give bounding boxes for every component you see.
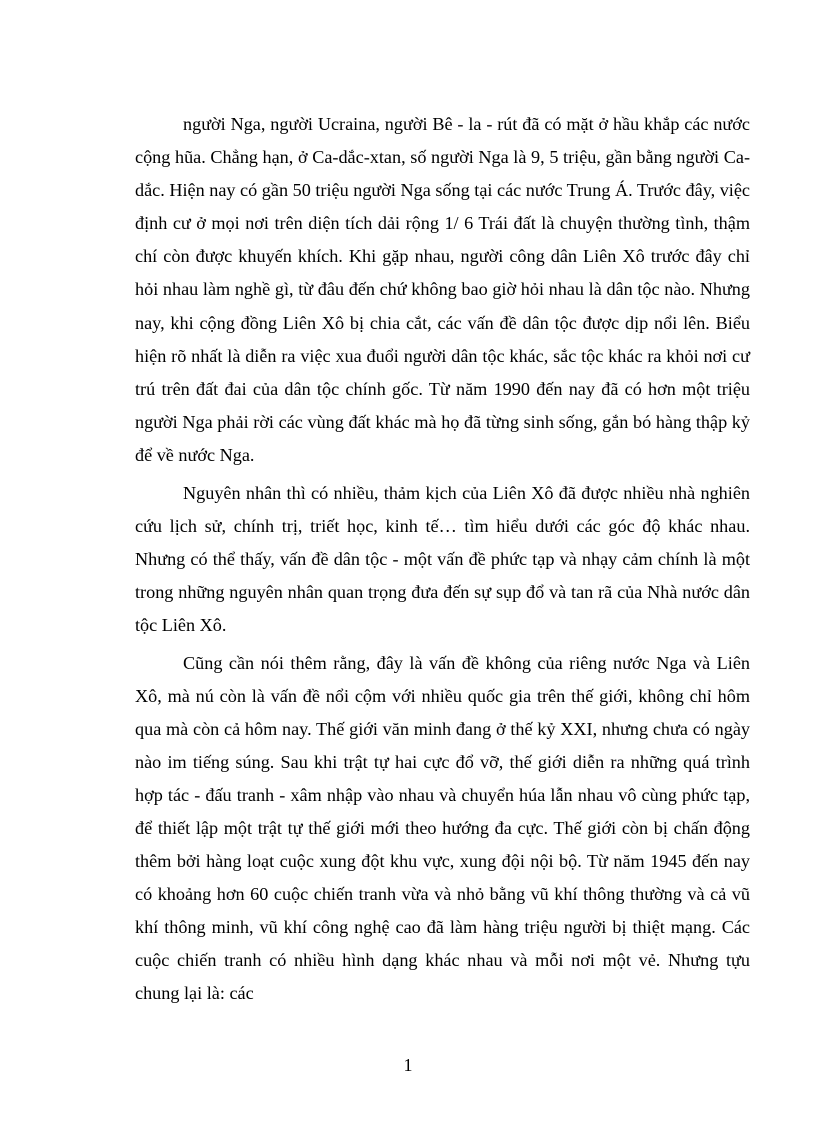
page-body <box>135 108 750 1015</box>
paragraph-1: người Nga, người Ucraina, người Bê - la - rút đã có mặt ở hầu khắp các nước cộng hũa. Chẳng hạn, ở Ca-dắc-xtan, số người Nga là 9, 5 triệu, gần bằng người Ca-dắc. Hiện nay có gần 50 triệu người Nga sống tại các nước Trung Á. Trước đây, việc định cư ở mọi nơi trên diện tích dải rộng 1/ 6 Trái đất là chuyện thường tình, thậm chí còn được khuyến khích. Khi gặp nhau, người công dân Liên Xô trước đây chỉ hỏi nhau làm nghề gì, từ đâu đến chứ không bao giờ hỏi nhau là dân tộc nào. Nhưng nay, khi cộng đồng Liên Xô bị chia cắt, các vấn đề dân tộc được dịp nổi lên. Biểu hiện rõ nhất là diễn ra việc xua đuổi người dân tộc khác, sắc tộc khác ra khỏi nơi cư trú trên đất đai của dân tộc chính gốc. Từ năm 1990 đến nay đã có hơn một triệu người Nga phải rời các vùng đất khác mà họ đã từng sinh sống, gắn bó hàng thập kỷ để về nước Nga. <box>135 114 750 465</box>
paragraph-2: Nguyên nhân thì có nhiều, thảm kịch của Liên Xô đã được nhiều nhà nghiên cứu lịch sử, chính trị, triết học, kinh tế… tìm hiểu dưới các góc độ khác nhau. Nhưng có thể thấy, vấn đề dân tộc - một vấn đề phức tạp và nhạy cảm chính là một trong những nguyên nhân quan trọng đưa đến sự sụp đổ và tan rã của Nhà nước dân tộc Liên Xô. <box>135 482 750 635</box>
page-number: 1 <box>403 1055 413 1075</box>
paragraph-3: Cũng cần nói thêm rằng, đây là vấn đề không của riêng nước Nga và Liên Xô, mà nú còn là vấn đề nổi cộm với nhiều quốc gia trên thế giới, không chỉ hôm qua mà còn cả hôm nay. Thế giới văn minh đang ở thế kỷ XXI, nhưng chưa có ngày nào im tiếng súng. Sau khi trật tự hai cực đổ vỡ, thế giới diễn ra những quá trình hợp tác - đấu tranh - xâm nhập vào nhau và chuyển húa lẫn nhau vô cùng phức tạp, để thiết lập một trật tự thế giới mới theo hướng đa cực. Thế giới còn bị chấn động thêm bởi hàng loạt cuộc xung đột khu vực, xung đội nội bộ. Từ năm 1945 đến nay có khoảng hơn 60 cuộc chiến tranh vừa và nhỏ bằng vũ khí thông thường và cả vũ khí thông minh, vũ khí công nghệ cao đã làm hàng triệu người bị thiệt mạng. Các cuộc chiến tranh có nhiều hình dạng khác nhau và mỗi nơi một vẻ. Nhưng tựu chung lại là: các <box>135 652 750 1004</box>
